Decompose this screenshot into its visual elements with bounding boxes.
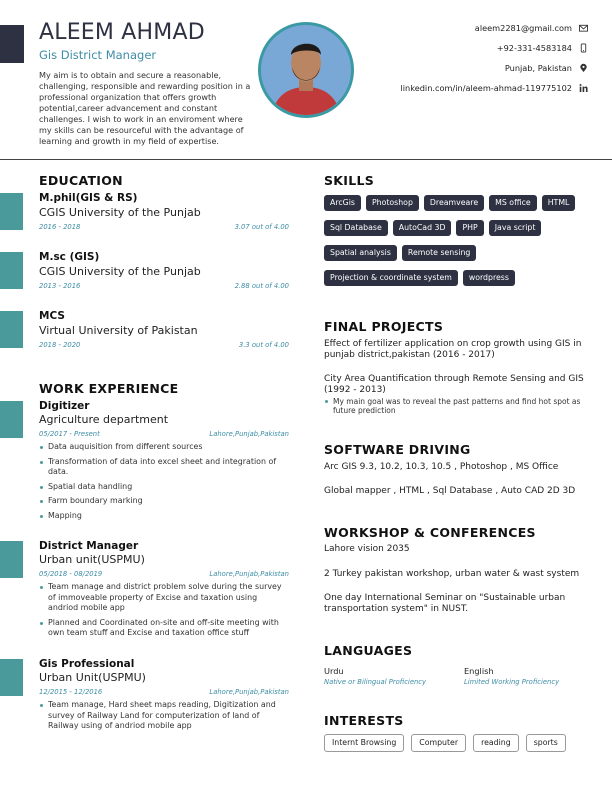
- education-marker: [0, 311, 23, 348]
- job-item: [39, 400, 289, 525]
- language-name: English: [464, 666, 494, 676]
- job-company: Urban Unit(USPMU): [39, 671, 146, 684]
- software-line: Global mapper , HTML , Sql Database , Auto CAD 2D 3D: [324, 486, 576, 496]
- workshop-item: One day International Seminar on "Sustainable urban transportation system" in NUST.: [324, 593, 566, 614]
- work-experience-heading: WORK EXPERIENCE: [39, 381, 179, 396]
- header-accent-bar: [0, 25, 24, 63]
- software-line: Arc GIS 9.3, 10.2, 10.3, 10.5 , Photoshop , MS Office: [324, 462, 559, 472]
- job-role: Digitizer: [39, 400, 90, 412]
- skill-tag: Remote sensing: [402, 245, 476, 261]
- education-heading: EDUCATION: [39, 173, 123, 188]
- interest-tag: reading: [473, 734, 519, 752]
- job-place: Lahore,Punjab,Pakistan: [209, 570, 289, 578]
- software-driving-heading: SOFTWARE DRIVING: [324, 442, 471, 457]
- project-item: Effect of fertilizer application on crop growth using GIS in punjab district,pakistan (2016 - 2017): [324, 339, 582, 360]
- skill-tag: MS office: [489, 195, 537, 211]
- skill-tag: ArcGis: [324, 195, 361, 211]
- skill-tag: Photoshop: [366, 195, 419, 211]
- education-item: [39, 310, 289, 349]
- contact-email[interactable]: [475, 23, 588, 33]
- skill-tag: Java script: [489, 220, 542, 236]
- email-icon: [579, 23, 588, 33]
- phone-text: +92-331-4583184: [496, 43, 572, 53]
- education-grade: 3.3 out of 4.00: [238, 341, 289, 349]
- job-dates: 05/2017 - Present: [39, 430, 100, 438]
- linkedin-icon: [579, 83, 588, 93]
- language-level: Native or Bilingual Proficiency: [324, 678, 427, 686]
- job-title: Gis District Manager: [39, 48, 157, 62]
- project-bullet: My main goal was to reveal the past patterns and find hot spot as future prediction: [324, 397, 584, 415]
- job-company: Urban unit(USPMU): [39, 553, 145, 566]
- job-bullets: [39, 700, 289, 732]
- languages-heading: LANGUAGES: [324, 643, 413, 658]
- job-marker: [0, 541, 23, 578]
- project-bullets: [324, 397, 584, 415]
- linkedin-text: linkedin.com/in/aleem-ahmad-119775102: [400, 83, 572, 93]
- school-name: Virtual University of Pakistan: [39, 324, 198, 337]
- job-item: [39, 540, 289, 643]
- education-years: 2013 - 2016: [39, 282, 81, 290]
- job-dates: 05/2018 - 08/2019: [39, 570, 103, 578]
- school-name: CGIS University of the Punjab: [39, 206, 201, 219]
- education-years: 2018 - 2020: [39, 341, 81, 349]
- job-bullet: Team manage and district problem solve during the survey of immoveable property of Excise and taxation using andriod mobile app: [39, 582, 289, 614]
- job-dates: 12/2015 - 12/2016: [39, 688, 103, 696]
- job-bullet: Data auquisition from different sources: [39, 442, 289, 453]
- job-company: Agriculture department: [39, 413, 169, 426]
- workshop-item: Lahore vision 2035: [324, 544, 410, 554]
- resume-name: ALEEM AHMAD: [39, 20, 205, 45]
- skills-list: [324, 195, 594, 286]
- job-place: Lahore,Punjab,Pakistan: [209, 430, 289, 438]
- school-name: CGIS University of the Punjab: [39, 265, 201, 278]
- person-portrait-icon: [261, 25, 351, 115]
- job-role: District Manager: [39, 540, 139, 552]
- interests-list: [324, 734, 566, 752]
- language-name: Urdu: [324, 666, 344, 676]
- header-divider: [0, 159, 612, 160]
- location-pin-icon: [579, 63, 588, 73]
- job-marker: [0, 659, 23, 696]
- language-item: [464, 666, 559, 686]
- job-role: Gis Professional: [39, 658, 135, 670]
- education-marker: [0, 193, 23, 230]
- skill-tag: AutoCad 3D: [393, 220, 452, 236]
- profile-photo: [258, 22, 354, 118]
- interest-tag: Computer: [411, 734, 466, 752]
- job-marker: [0, 401, 23, 438]
- job-bullet: Mapping: [39, 511, 289, 522]
- location-text: Punjab, Pakistan: [504, 63, 572, 73]
- education-item: [39, 251, 289, 290]
- language-item: [324, 666, 426, 686]
- skill-tag: PHP: [456, 220, 483, 236]
- language-level: Limited Working Proficiency: [464, 678, 560, 686]
- degree-title: M.sc (GIS): [39, 251, 100, 263]
- job-bullets: [39, 442, 289, 521]
- workshop-item: 2 Turkey pakistan workshop, urban water & wast system: [324, 569, 580, 579]
- contact-location: [505, 63, 588, 73]
- phone-icon: [579, 43, 588, 53]
- education-marker: [0, 252, 23, 289]
- final-projects-heading: FINAL PROJECTS: [324, 319, 444, 334]
- email-text: aleem2281@gmail.com: [474, 23, 572, 33]
- interest-tag: Internt Browsing: [324, 734, 404, 752]
- summary-text: My aim is to obtain and secure a reasonable, challenging, responsible and rewarding position in a professional organization that offers growth potential,career advancement and constant challenges. I wish to work in an enviroment where my skills can be resourceful with the advantage of learning and growth in my field of expertise.: [39, 70, 251, 146]
- job-bullets: [39, 582, 289, 639]
- skill-tag: wordpress: [463, 270, 515, 286]
- skill-tag: Spatial analysis: [324, 245, 397, 261]
- project-item: City Area Quantification through Remote Sensing and GIS (1992 - 2013): [324, 374, 584, 395]
- skill-tag: Sql Database: [324, 220, 388, 236]
- skill-tag: HTML: [542, 195, 576, 211]
- job-bullet: Planned and Coordinated on-site and off-site meeting with own team stuff and Excise and taxation office stuff: [39, 618, 289, 639]
- interests-heading: INTERESTS: [324, 713, 404, 728]
- interest-tag: sports: [526, 734, 566, 752]
- contact-phone[interactable]: [497, 43, 588, 53]
- skills-heading: SKILLS: [324, 173, 375, 188]
- education-years: 2016 - 2018: [39, 223, 81, 231]
- contact-linkedin[interactable]: [401, 83, 589, 93]
- job-bullet: Team manage, Hard sheet maps reading, Digitization and survey of Railway Land for computerization of land of Railway using of andriod mobile app: [39, 700, 289, 732]
- education-grade: 2.88 out of 4.00: [234, 282, 289, 290]
- education-grade: 3.07 out of 4.00: [234, 223, 289, 231]
- job-bullet: Farm boundary marking: [39, 496, 289, 507]
- job-bullet: Transformation of data into excel sheet and integration of data.: [39, 457, 289, 478]
- job-bullet: Spatial data handling: [39, 482, 289, 493]
- skill-tag: Projection & coordinate system: [324, 270, 458, 286]
- degree-title: M.phil(GIS & RS): [39, 192, 138, 204]
- education-item: [39, 192, 289, 231]
- job-item: [39, 658, 289, 736]
- skill-tag: Dreamveare: [424, 195, 484, 211]
- degree-title: MCS: [39, 310, 65, 322]
- workshops-heading: WORKSHOP & CONFERENCES: [324, 525, 536, 540]
- job-place: Lahore,Punjab,Pakistan: [209, 688, 289, 696]
